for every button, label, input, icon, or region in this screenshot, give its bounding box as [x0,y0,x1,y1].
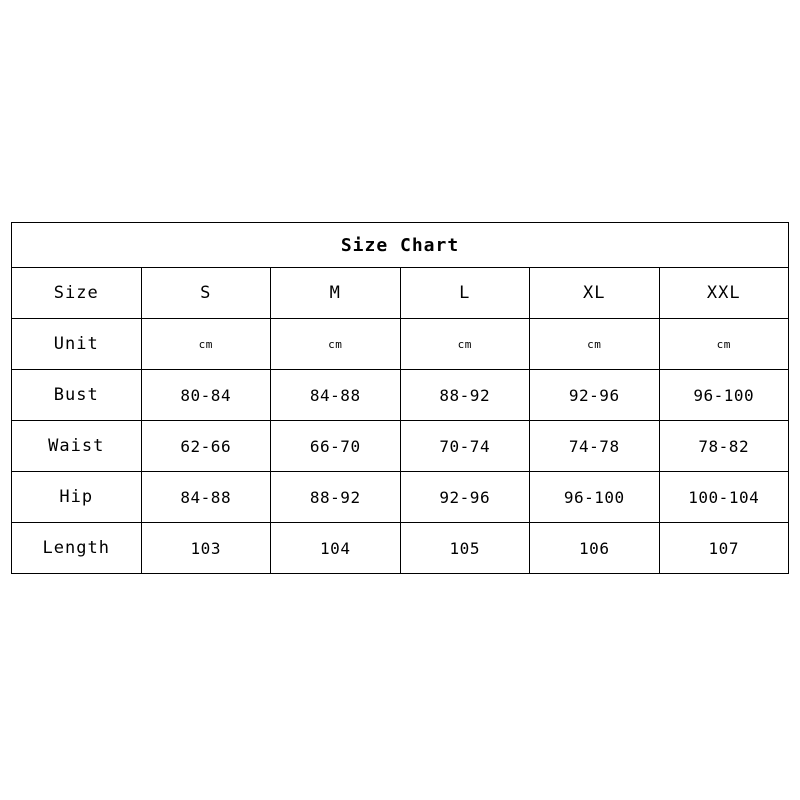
cell-unit-l: cm [400,319,530,370]
cell-length-xxl: 107 [659,523,789,574]
row-label-unit: Unit [12,319,142,370]
column-header-xl: XL [530,268,660,319]
cell-length-m: 104 [271,523,401,574]
table-row [12,370,789,421]
row-label-length: Length [12,523,142,574]
table-row-title [12,223,789,268]
cell-waist-xxl: 78-82 [659,421,789,472]
cell-hip-l: 92-96 [400,472,530,523]
cell-bust-l: 88-92 [400,370,530,421]
cell-unit-s: cm [141,319,271,370]
column-header-size: Size [12,268,142,319]
cell-hip-xl: 96-100 [530,472,660,523]
column-header-l: L [400,268,530,319]
size-chart-container [11,222,789,574]
cell-waist-xl: 74-78 [530,421,660,472]
cell-length-l: 105 [400,523,530,574]
table-row [12,523,789,574]
row-label-bust: Bust [12,370,142,421]
chart-title: Size Chart [12,223,789,268]
row-label-hip: Hip [12,472,142,523]
cell-length-xl: 106 [530,523,660,574]
table-row [12,421,789,472]
cell-hip-s: 84-88 [141,472,271,523]
cell-waist-m: 66-70 [271,421,401,472]
table-row-header [12,268,789,319]
table-row [12,319,789,370]
cell-length-s: 103 [141,523,271,574]
cell-bust-xl: 92-96 [530,370,660,421]
cell-unit-xl: cm [530,319,660,370]
cell-waist-l: 70-74 [400,421,530,472]
column-header-xxl: XXL [659,268,789,319]
cell-hip-m: 88-92 [271,472,401,523]
cell-unit-m: cm [271,319,401,370]
cell-hip-xxl: 100-104 [659,472,789,523]
row-label-waist: Waist [12,421,142,472]
column-header-s: S [141,268,271,319]
cell-unit-xxl: cm [659,319,789,370]
column-header-m: M [271,268,401,319]
cell-bust-xxl: 96-100 [659,370,789,421]
cell-bust-m: 84-88 [271,370,401,421]
size-chart-table [11,222,789,574]
cell-bust-s: 80-84 [141,370,271,421]
table-row [12,472,789,523]
cell-waist-s: 62-66 [141,421,271,472]
